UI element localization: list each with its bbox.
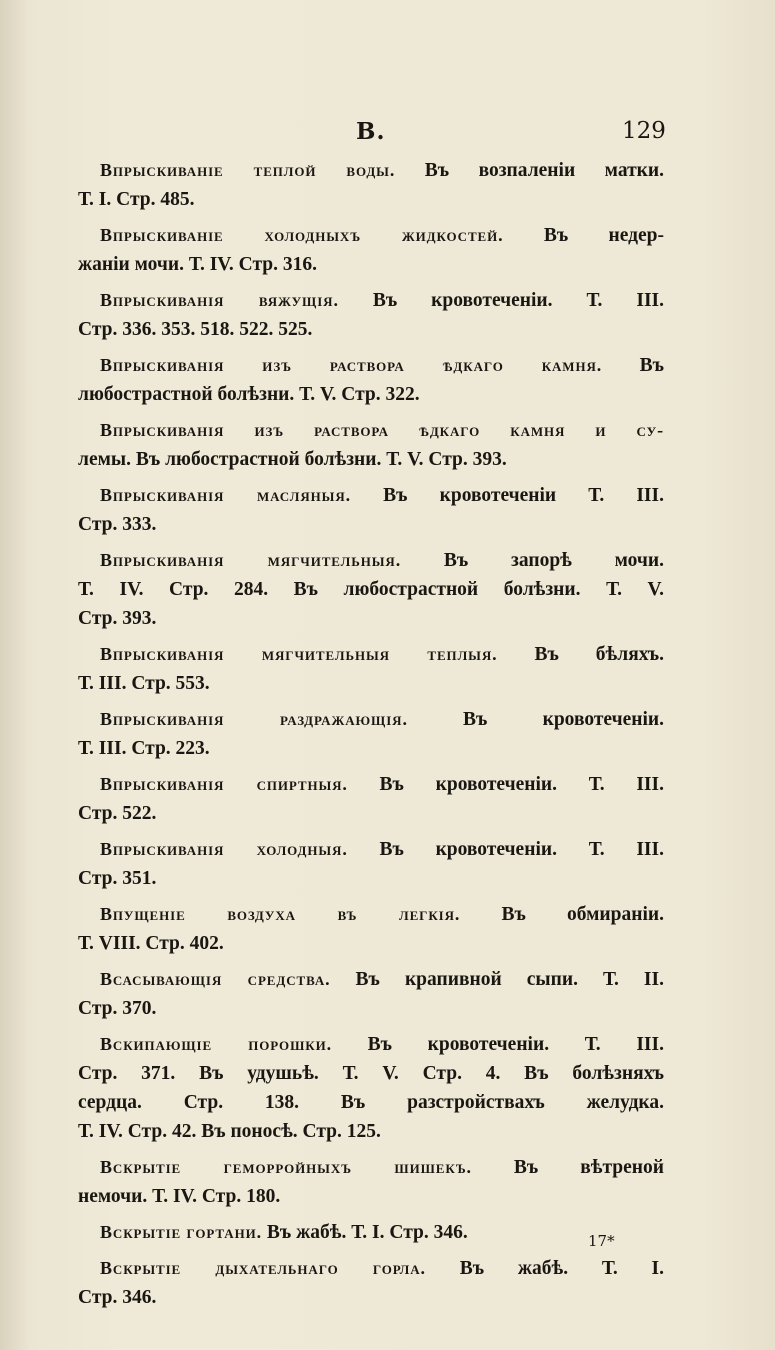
index-entry — [78, 770, 664, 828]
entry-term: Впрыскиванiе теплой воды. — [100, 160, 396, 180]
entry-reference: Въ — [602, 355, 664, 376]
entry-reference: Въ кровотеченiи. — [407, 709, 664, 730]
index-entry — [78, 835, 664, 893]
entry-term: Всасывающiя средства. — [100, 969, 331, 989]
entry-reference: Т. IV. Стр. 42. Въ поносѣ. Стр. 125. — [78, 1121, 381, 1142]
entry-continuation-line — [78, 250, 664, 279]
entry-reference: Стр. 522. — [78, 803, 157, 824]
entry-heading-line — [78, 481, 664, 510]
entry-reference: Стр. 351. — [78, 868, 157, 889]
index-entry — [78, 900, 664, 958]
entry-reference: Т. I. Стр. 485. — [78, 189, 195, 210]
entry-term: Впрыскиванiя раздражающiя. — [100, 709, 408, 729]
entry-term: Впрыскиванiя мягчительныя. — [100, 550, 402, 570]
entry-continuation-line — [78, 669, 664, 698]
entry-term: Впущенiе воздуха въ легкiя. — [100, 904, 461, 924]
entry-heading-line — [78, 640, 664, 669]
entry-heading-line — [78, 286, 664, 315]
entry-term: Впрыскиванiя изъ раствора ѣдкаго камня. — [100, 355, 603, 375]
entry-heading-line — [78, 221, 664, 250]
entry-term: Впрыскиванiя вяжущiя. — [100, 290, 339, 310]
entry-reference: Стр. 371. Въ удушьѣ. Т. V. Стр. 4. Въ болѣзняхъ — [78, 1063, 664, 1084]
entry-reference: Въ бѣляхъ. — [497, 644, 664, 665]
entry-reference: Въ жабѣ. Т. I. — [425, 1258, 664, 1279]
index-entry — [78, 1254, 664, 1312]
entry-term: Впрыскиванiя спиртныя. — [100, 774, 348, 794]
entry-reference: Въ кровотеченiи. Т. III. — [338, 290, 664, 311]
entry-reference: лемы. Въ любострастной болѣзни. Т. V. Стр. 393. — [78, 449, 507, 470]
entry-continuation-line — [78, 1117, 664, 1146]
entry-term: Вскипающiе порошки. — [100, 1034, 332, 1054]
entry-reference: Стр. 333. — [78, 514, 157, 535]
index-entry — [78, 1218, 664, 1247]
index-entry — [78, 351, 664, 409]
entry-term: Впрыскиванiя масляныя. — [100, 485, 352, 505]
entry-reference: Т. III. Стр. 223. — [78, 738, 210, 759]
entry-continuation-line — [78, 445, 664, 474]
index-entry — [78, 965, 664, 1023]
entry-continuation-line — [78, 734, 664, 763]
entry-reference: Въ недер- — [503, 225, 664, 246]
entry-reference: Стр. 346. — [78, 1287, 157, 1308]
entry-term: Впрыскиванiя изъ раствора ѣдкаго камня и су- — [100, 420, 664, 440]
entry-heading-line — [78, 351, 664, 380]
index-entry — [78, 221, 664, 279]
entry-reference: Въ крапивной сыпи. Т. II. — [330, 969, 664, 990]
entry-reference: Въ возпаленiи матки. — [395, 160, 664, 181]
entry-reference: Въ жабѣ. Т. I. Стр. 346. — [262, 1222, 468, 1243]
section-letter: В. — [356, 118, 386, 145]
index-entry — [78, 1030, 664, 1146]
entry-heading-line — [78, 156, 664, 185]
entry-heading-line — [78, 1030, 664, 1059]
entry-continuation-line — [78, 185, 664, 214]
entry-term: Вскрытiе гортани. — [100, 1222, 263, 1242]
index-entry — [78, 286, 664, 344]
page-header — [0, 118, 775, 152]
index-entry — [78, 1153, 664, 1211]
entry-heading-line — [78, 1254, 664, 1283]
entry-heading-line — [78, 900, 664, 929]
entry-continuation-line — [78, 604, 664, 633]
entry-reference: Въ вѣтреной — [471, 1157, 664, 1178]
printer-signature-mark: 17* — [588, 1232, 615, 1250]
entry-continuation-line — [78, 864, 664, 893]
entry-heading-line — [78, 1218, 664, 1247]
entry-heading-line — [78, 705, 664, 734]
entry-heading-line — [78, 546, 664, 575]
entry-reference: Въ обмиранiи. — [460, 904, 664, 925]
entry-continuation-line — [78, 1283, 664, 1312]
entry-continuation-line — [78, 510, 664, 539]
entry-continuation-line — [78, 1059, 664, 1088]
entry-heading-line — [78, 965, 664, 994]
entry-heading-line — [78, 835, 664, 864]
entry-continuation-line — [78, 929, 664, 958]
entry-heading-line — [78, 770, 664, 799]
entry-reference: Въ запорѣ мочи. — [401, 550, 664, 571]
index-entry — [78, 481, 664, 539]
entry-reference: любострастной болѣзни. Т. V. Стр. 322. — [78, 384, 420, 405]
entry-reference: сердца. Стр. 138. Въ разстройствахъ желудка. — [78, 1092, 664, 1113]
entry-reference: Т. VIII. Стр. 402. — [78, 933, 224, 954]
index-entries — [78, 156, 664, 1319]
entry-reference: Стр. 370. — [78, 998, 157, 1019]
entry-term: Впрыскиванiя холодныя. — [100, 839, 348, 859]
entry-continuation-line — [78, 1088, 664, 1117]
entry-continuation-line — [78, 575, 664, 604]
entry-reference: Въ кровотеченiи. Т. III. — [347, 774, 664, 795]
index-entry — [78, 156, 664, 214]
index-entry — [78, 705, 664, 763]
entry-continuation-line — [78, 994, 664, 1023]
entry-term: Впрыскиванiя мягчительныя теплыя. — [100, 644, 498, 664]
entry-reference: Т. IV. Стр. 284. Въ любострастной болѣзни. Т. V. — [78, 579, 664, 600]
entry-continuation-line — [78, 380, 664, 409]
entry-term: Впрыскиванiе холодныхъ жидкостей. — [100, 225, 504, 245]
entry-term: Вскрытiе геморройныхъ шишекъ. — [100, 1157, 472, 1177]
entry-reference: Въ кровотеченiи Т. III. — [351, 485, 664, 506]
entry-reference: Т. III. Стр. 553. — [78, 673, 210, 694]
index-entry — [78, 416, 664, 474]
entry-continuation-line — [78, 315, 664, 344]
entry-continuation-line — [78, 799, 664, 828]
entry-reference: немочи. Т. IV. Стр. 180. — [78, 1186, 281, 1207]
entry-reference: жанiи мочи. Т. IV. Стр. 316. — [78, 254, 317, 275]
entry-reference: Стр. 336. 353. 518. 522. 525. — [78, 319, 313, 340]
index-entry — [78, 546, 664, 633]
entry-reference: Въ кровотеченiи. Т. III. — [331, 1034, 664, 1055]
entry-heading-line — [78, 416, 664, 445]
page-number: 129 — [622, 118, 666, 144]
entry-heading-line — [78, 1153, 664, 1182]
entry-reference: Стр. 393. — [78, 608, 157, 629]
entry-reference: Въ кровотеченiи. Т. III. — [347, 839, 664, 860]
entry-continuation-line — [78, 1182, 664, 1211]
entry-term: Вскрытiе дыхательнаго горла. — [100, 1258, 426, 1278]
index-entry — [78, 640, 664, 698]
